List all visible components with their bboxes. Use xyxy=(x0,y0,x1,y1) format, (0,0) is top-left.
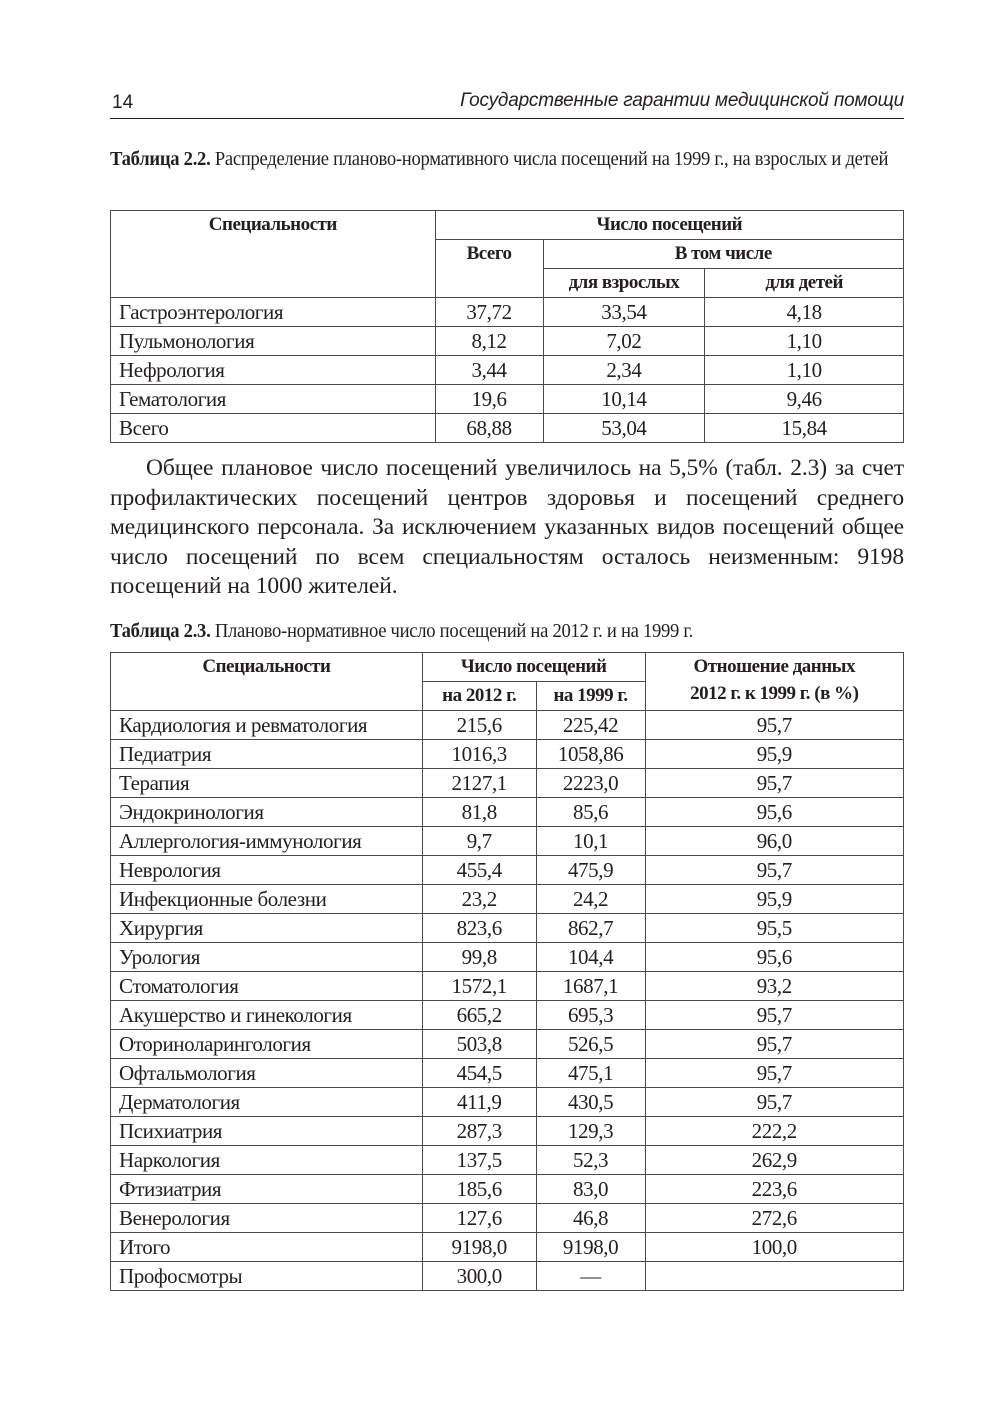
table-row xyxy=(111,740,904,769)
table-row xyxy=(111,856,904,885)
table-row xyxy=(111,1146,904,1175)
cell-ratio: 100,0 xyxy=(645,1233,903,1262)
cell-name: Педиатрия xyxy=(111,740,423,769)
col-header-2012: на 2012 г. xyxy=(422,682,536,711)
cell-name: Нефрология xyxy=(111,356,436,385)
cell-children: 15,84 xyxy=(705,414,904,443)
cell-1999: — xyxy=(536,1262,645,1291)
table-row xyxy=(111,1001,904,1030)
cell-2012: 300,0 xyxy=(422,1262,536,1291)
cell-total: 68,88 xyxy=(435,414,543,443)
cell-total: 37,72 xyxy=(435,298,543,327)
table-row xyxy=(111,385,904,414)
cell-2012: 2127,1 xyxy=(422,769,536,798)
cell-children: 1,10 xyxy=(705,327,904,356)
cell-2012: 287,3 xyxy=(422,1117,536,1146)
cell-ratio: 95,6 xyxy=(645,943,903,972)
cell-2012: 503,8 xyxy=(422,1030,536,1059)
cell-ratio xyxy=(645,1262,903,1291)
cell-ratio: 95,9 xyxy=(645,885,903,914)
cell-2012: 1572,1 xyxy=(422,972,536,1001)
cell-name: Офтальмология xyxy=(111,1059,423,1088)
table-row xyxy=(111,1117,904,1146)
cell-name: Инфекционные болезни xyxy=(111,885,423,914)
cell-ratio: 262,9 xyxy=(645,1146,903,1175)
page-header xyxy=(110,88,904,119)
table-row xyxy=(111,1088,904,1117)
cell-ratio: 95,7 xyxy=(645,1059,903,1088)
table-row xyxy=(111,972,904,1001)
table-row xyxy=(111,711,904,740)
cell-adults: 2,34 xyxy=(543,356,705,385)
cell-name: Стоматология xyxy=(111,972,423,1001)
table-row xyxy=(111,827,904,856)
cell-1999: 1058,86 xyxy=(536,740,645,769)
caption-text: Планово-нормативное число посещений на 2012 г. и на 1999 г. xyxy=(210,620,694,642)
table-2-2 xyxy=(110,210,904,443)
cell-name: Оториноларингология xyxy=(111,1030,423,1059)
cell-name: Урология xyxy=(111,943,423,972)
cell-1999: 475,1 xyxy=(536,1059,645,1088)
cell-name: Неврология xyxy=(111,856,423,885)
col-header-ratio xyxy=(645,653,903,711)
cell-1999: 83,0 xyxy=(536,1175,645,1204)
table-row xyxy=(111,914,904,943)
caption-label: Таблица 2.2. xyxy=(110,148,211,170)
table-row xyxy=(111,1030,904,1059)
cell-1999: 46,8 xyxy=(536,1204,645,1233)
cell-ratio: 95,5 xyxy=(645,914,903,943)
cell-name: Итого xyxy=(111,1233,423,1262)
table-row xyxy=(111,1204,904,1233)
cell-2012: 665,2 xyxy=(422,1001,536,1030)
cell-name: Гематология xyxy=(111,385,436,414)
cell-name: Гастроэнтерология xyxy=(111,298,436,327)
cell-adults: 10,14 xyxy=(543,385,705,414)
body-paragraph xyxy=(110,454,904,602)
cell-1999: 526,5 xyxy=(536,1030,645,1059)
cell-1999: 85,6 xyxy=(536,798,645,827)
col-header-specialty: Специальности xyxy=(111,653,423,711)
cell-2012: 185,6 xyxy=(422,1175,536,1204)
caption-text: Распределение планово-нормативного числа посещений на 1999 г., на взрослых и детей xyxy=(210,148,889,170)
cell-2012: 23,2 xyxy=(422,885,536,914)
cell-2012: 823,6 xyxy=(422,914,536,943)
table-row-total xyxy=(111,414,904,443)
cell-ratio: 95,7 xyxy=(645,1001,903,1030)
cell-1999: 2223,0 xyxy=(536,769,645,798)
cell-name: Аллергология-иммунология xyxy=(111,827,423,856)
cell-ratio: 95,6 xyxy=(645,798,903,827)
cell-name: Пульмонология xyxy=(111,327,436,356)
table-2-3-caption xyxy=(110,617,905,645)
cell-adults: 53,04 xyxy=(543,414,705,443)
cell-name: Наркология xyxy=(111,1146,423,1175)
col-header-visits: Число посещений xyxy=(422,653,645,682)
cell-1999: 24,2 xyxy=(536,885,645,914)
ratio-header-line1: Отношение данных xyxy=(693,656,855,677)
col-header-including: В том числе xyxy=(543,240,904,269)
table-2-3 xyxy=(110,652,904,1291)
table-2-2-caption xyxy=(110,145,905,173)
cell-2012: 137,5 xyxy=(422,1146,536,1175)
cell-2012: 455,4 xyxy=(422,856,536,885)
cell-1999: 9198,0 xyxy=(536,1233,645,1262)
cell-ratio: 95,7 xyxy=(645,1030,903,1059)
cell-name: Хирургия xyxy=(111,914,423,943)
cell-name: Дерматология xyxy=(111,1088,423,1117)
cell-1999: 10,1 xyxy=(536,827,645,856)
cell-ratio: 95,7 xyxy=(645,1088,903,1117)
table-row xyxy=(111,943,904,972)
table-row xyxy=(111,885,904,914)
cell-name: Психиатрия xyxy=(111,1117,423,1146)
cell-2012: 411,9 xyxy=(422,1088,536,1117)
table-row xyxy=(111,1262,904,1291)
caption-label: Таблица 2.3. xyxy=(110,620,211,642)
cell-ratio: 95,7 xyxy=(645,769,903,798)
cell-ratio: 222,2 xyxy=(645,1117,903,1146)
cell-name: Профосмотры xyxy=(111,1262,423,1291)
cell-name: Терапия xyxy=(111,769,423,798)
cell-1999: 104,4 xyxy=(536,943,645,972)
cell-ratio: 95,9 xyxy=(645,740,903,769)
cell-name: Всего xyxy=(111,414,436,443)
table-row xyxy=(111,798,904,827)
running-title: Государственные гарантии медицинской помощи xyxy=(460,90,904,111)
cell-ratio: 95,7 xyxy=(645,856,903,885)
cell-2012: 81,8 xyxy=(422,798,536,827)
cell-total: 8,12 xyxy=(435,327,543,356)
cell-name: Акушерство и гинекология xyxy=(111,1001,423,1030)
col-header-children: для детей xyxy=(705,269,904,298)
col-header-1999: на 1999 г. xyxy=(536,682,645,711)
cell-2012: 454,5 xyxy=(422,1059,536,1088)
cell-adults: 7,02 xyxy=(543,327,705,356)
cell-total: 3,44 xyxy=(435,356,543,385)
cell-ratio: 96,0 xyxy=(645,827,903,856)
col-header-visits: Число посещений xyxy=(435,211,903,240)
table-row xyxy=(111,1233,904,1262)
table-row xyxy=(111,356,904,385)
cell-adults: 33,54 xyxy=(543,298,705,327)
cell-name: Кардиология и ревматология xyxy=(111,711,423,740)
cell-1999: 430,5 xyxy=(536,1088,645,1117)
cell-name: Венерология xyxy=(111,1204,423,1233)
table-row xyxy=(111,298,904,327)
cell-1999: 1687,1 xyxy=(536,972,645,1001)
ratio-header-line2: 2012 г. к 1999 г. (в %) xyxy=(690,683,859,704)
cell-1999: 225,42 xyxy=(536,711,645,740)
cell-1999: 129,3 xyxy=(536,1117,645,1146)
cell-ratio: 223,6 xyxy=(645,1175,903,1204)
cell-2012: 99,8 xyxy=(422,943,536,972)
cell-2012: 9,7 xyxy=(422,827,536,856)
cell-2012: 215,6 xyxy=(422,711,536,740)
cell-ratio: 272,6 xyxy=(645,1204,903,1233)
cell-2012: 1016,3 xyxy=(422,740,536,769)
col-header-specialty: Специальности xyxy=(111,211,436,298)
page-number: 14 xyxy=(112,92,134,113)
table-row xyxy=(111,1175,904,1204)
col-header-adults: для взрослых xyxy=(543,269,705,298)
paragraph-text: Общее плановое число посещений увеличилось на 5,5% (табл. 2.3) за счет профилактических посещений центров здоровья и посещений среднего медицинского персонала. За исключением указанных видов посещений общее число посещений по всем специальностям осталось неизменным: 9198 посещений на 1000 жителей. xyxy=(110,455,904,599)
cell-2012: 9198,0 xyxy=(422,1233,536,1262)
cell-name: Фтизиатрия xyxy=(111,1175,423,1204)
table-row xyxy=(111,327,904,356)
cell-total: 19,6 xyxy=(435,385,543,414)
cell-1999: 475,9 xyxy=(536,856,645,885)
cell-name: Эндокринология xyxy=(111,798,423,827)
cell-children: 1,10 xyxy=(705,356,904,385)
cell-1999: 695,3 xyxy=(536,1001,645,1030)
table-row xyxy=(111,769,904,798)
cell-children: 4,18 xyxy=(705,298,904,327)
cell-1999: 862,7 xyxy=(536,914,645,943)
cell-ratio: 95,7 xyxy=(645,711,903,740)
table-row xyxy=(111,1059,904,1088)
cell-ratio: 93,2 xyxy=(645,972,903,1001)
cell-1999: 52,3 xyxy=(536,1146,645,1175)
col-header-total: Всего xyxy=(435,240,543,298)
cell-children: 9,46 xyxy=(705,385,904,414)
cell-2012: 127,6 xyxy=(422,1204,536,1233)
